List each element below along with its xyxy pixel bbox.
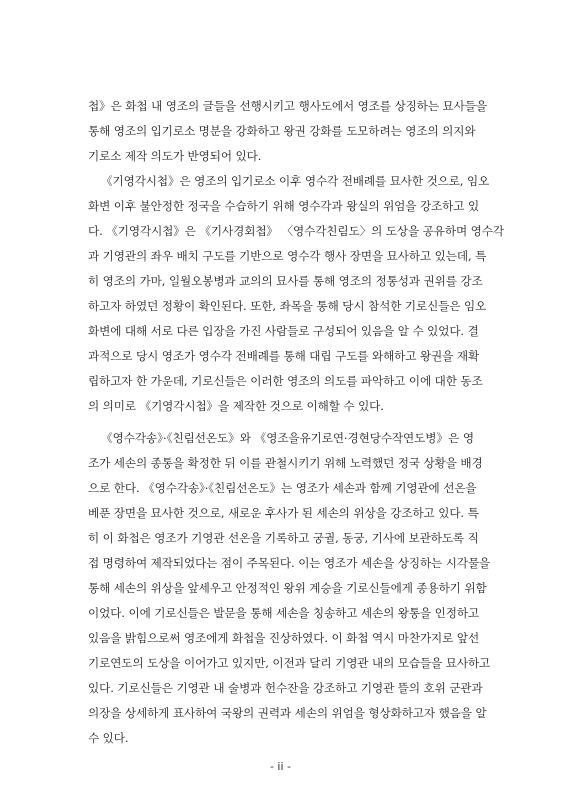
text-line: 있음을 밝힘으로써 영조에게 화첩을 진상하였다. 이 화첩 역시 마찬가지로 앞선 (88, 631, 480, 645)
text-line: 과 기영관의 좌우 배치 구도를 기반으로 영수각 행사 장면을 묘사하고 있는데, 특 (88, 249, 487, 263)
text-line: 《영수각송》·《친림선온도》와 《영조을유기로연·경현당수작연도병》은 영 (101, 431, 474, 445)
text-line: 있다. 기로신들은 기영관 내 술병과 헌수잔을 강조하고 기영관 뜰의 호위 군관과 (88, 681, 483, 695)
text-line: 과적으로 당시 영조가 영수각 전배례를 통해 대립 구도를 와해하고 왕권을 재확 (88, 349, 480, 363)
text-line: 접 명령하여 제작되었다는 점이 주목된다. 이는 영조가 세손을 상징하는 시각물을 (88, 556, 491, 570)
text-line: 화변 이후 불안정한 정국을 수습하기 위해 영수각과 왕실의 위엄을 강조하고 있 (88, 199, 480, 213)
text-line: 화변에 대해 서로 다른 입장을 가진 사람들로 구성되어 있음을 알 수 있었다. 결 (88, 324, 479, 338)
page-number: - ii - (269, 760, 292, 773)
text-line: 하고자 하였던 정황이 확인된다. 또한, 좌목을 통해 당시 참석한 기로신들은 임오 (88, 299, 487, 313)
text-line: 히 이 화첩은 영조가 기영관 선온을 기록하고 궁궐, 동궁, 기사에 보관하도록 직 (88, 531, 479, 545)
text-line: 히 영조의 가마, 일월오봉병과 교의의 묘사를 통해 영조의 정통성과 권위를 강조 (88, 274, 483, 288)
text-line: 베푼 장면을 묘사한 것으로, 새로운 후사가 된 세손의 위상을 강조하고 있다. 특 (88, 506, 479, 520)
text-line: 으로 한다. 《영수각송》·《친림선온도》는 영조가 세손과 함께 기영관에 선온을 (88, 481, 477, 495)
text-line: 조가 세손의 종통을 확정한 뒤 이를 관철시키기 위해 노력했던 정국 상황을 배경 (88, 456, 483, 470)
text-line: 첩》은 화첩 내 영조의 글들을 선행시키고 행사도에서 영조를 상징하는 묘사들을 (88, 99, 487, 113)
text-line: 기로연도의 도상을 이어가고 있지만, 이전과 달리 기영관 내의 모습들을 묘사하고 (88, 656, 491, 670)
text-line: 통해 세손의 위상을 앞세우고 안정적인 왕위 계승을 기로신들에게 종용하기 위함 (88, 581, 487, 595)
text-line: 다. 《기영각시첩》은 《기사경회첩》 〈영수각친림도〉의 도상을 공유하며 영수각 (88, 224, 504, 238)
text-line: 기로소 제작 의도가 반영되어 있다. (88, 149, 262, 163)
text-line: 의 의미로 《기영각시첩》을 제작한 것으로 이해할 수 있다. (88, 399, 384, 413)
text-line: 립하고자 한 가운데, 기로신들은 이러한 영조의 의도를 파악하고 이에 대한 동조 (88, 374, 483, 388)
text-line: 이었다. 이에 기로신들은 발문을 통해 세손을 칭송하고 세손의 왕통을 인정하고 (88, 606, 480, 620)
text-line: 《기영각시첩》은 영조의 입기로소 이후 영수각 전배례를 묘사한 것으로, 임오 (101, 174, 490, 188)
text-line: 수 있다. (88, 731, 129, 745)
text-line: 통해 영조의 입기로소 명분을 강화하고 왕권 강화를 도모하려는 영조의 의지와 (88, 124, 476, 138)
text-line: 의장을 상세하게 표사하여 국왕의 권력과 세손의 위엄을 형상화하고자 했음을 알 (88, 706, 487, 720)
